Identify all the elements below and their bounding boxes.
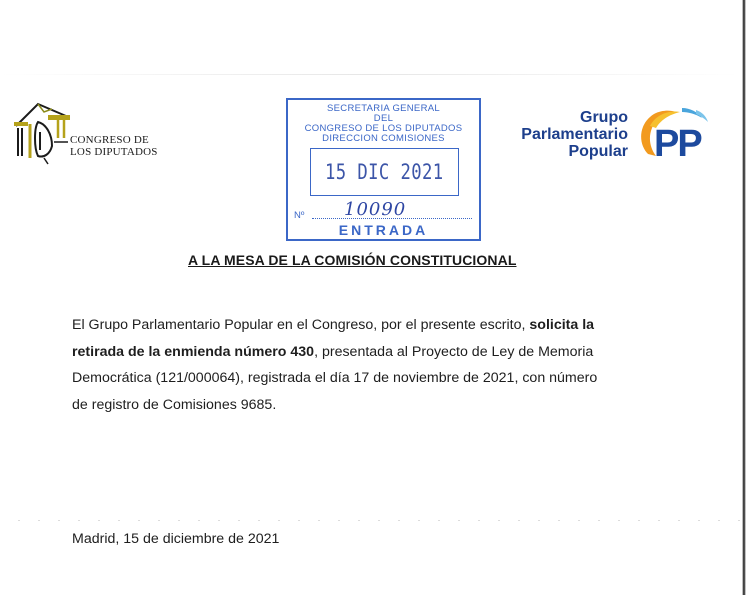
stamp-line4: DIRECCION COMISIONES — [322, 133, 445, 144]
congreso-logo-line2: LOS DIPUTADOS — [70, 146, 158, 158]
scan-speck — [0, 74, 740, 75]
body-line-1-bold: solicita la — [529, 317, 595, 333]
registration-stamp — [286, 98, 481, 241]
party-line3: Popular — [568, 143, 628, 160]
party-logo-text — [500, 109, 628, 160]
stamp-line3: CONGRESO DE LOS DIPUTADOS — [304, 123, 463, 134]
document-body — [72, 312, 672, 418]
party-line1: Grupo — [580, 109, 628, 126]
body-line-2-bold: retirada de la enmienda número 430 — [72, 343, 315, 360]
body-line-1 — [72, 312, 672, 339]
stamp-date: 15 DIC 2021 — [325, 160, 444, 184]
party-line2: Parlamentario — [521, 126, 628, 143]
congreso-logo — [8, 98, 178, 168]
body-line-3: Democrática (121/000064), registrada el día 17 de noviembre de 2021, con número — [72, 370, 598, 386]
place-date: Madrid, 15 de diciembre de 2021 — [72, 531, 280, 547]
stamp-number: 10090 — [344, 199, 407, 220]
body-line-4: de registro de Comisiones 9685. — [72, 396, 277, 413]
congreso-logo-text — [70, 134, 190, 158]
scan-page-edge — [742, 0, 746, 595]
stamp-entrada-label: ENTRADA — [338, 222, 429, 238]
scan-speck — [0, 520, 740, 521]
congreso-logo-line1: CONGRESO DE — [70, 134, 149, 146]
body-line-2-text: , presentada al Proyecto de Ley de Memoria — [314, 343, 594, 360]
body-line-1-text: El Grupo Parlamentario Popular en el Congreso, por el presente escrito, — [72, 317, 530, 333]
stamp-date-box — [310, 148, 459, 196]
stamp-line2: DEL — [373, 113, 394, 124]
document-title: A LA MESA DE LA COMISIÓN CONSTITUCIONAL — [188, 252, 517, 268]
stamp-number-label: Nº — [294, 210, 305, 221]
party-mark-text: PP — [654, 123, 701, 165]
stamp-line1: SECRETARIA GENERAL — [327, 103, 440, 114]
pp-logo-icon — [636, 106, 714, 166]
congreso-emblem-icon — [8, 98, 78, 168]
stamp-header — [288, 104, 479, 144]
body-line-2 — [72, 339, 672, 366]
